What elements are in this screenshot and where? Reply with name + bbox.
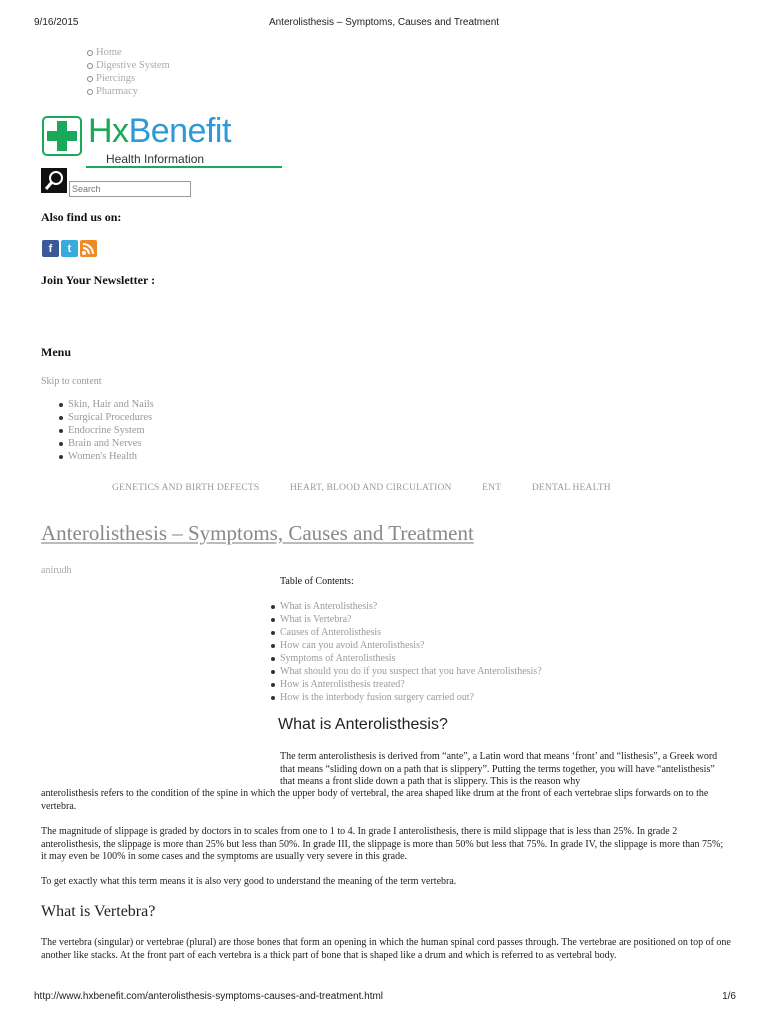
paragraph-vertebra: The vertebra (singular) or vertebrae (plural) are those bones that form an opening in which the human spinal cord passes through. The vertebrae are positioned on top of one another like stacks. At the front part of each vertebra is a thick part of bone that is shaped like a drum and which is referred to as vertebral body. (41, 937, 731, 961)
site-logo[interactable] (42, 114, 242, 170)
paragraph-definition: The term anterolisthesis is derived from “ante”, a Latin word that means ‘front’ and “listhesis”, a Greek word that means “sliding down on a path that is slippery”. Putting the terms together, you will have “antelisthesis” that means a front slide down a path that is slippery. This is the reason why (280, 751, 718, 787)
top-nav-home[interactable]: Home (78, 46, 170, 59)
toc-item[interactable]: Causes of Anterolisthesis (270, 626, 542, 639)
rss-icon[interactable] (80, 240, 97, 257)
category-heart[interactable]: HEART, BLOOD AND CIRCULATION (289, 483, 452, 493)
skip-to-content-link[interactable]: Skip to content (41, 376, 102, 387)
category-genetics[interactable]: GENETICS AND BIRTH DEFECTS (112, 483, 260, 493)
menu-item-endocrine-system[interactable]: Endocrine System (56, 424, 154, 437)
toc-item[interactable]: What is Vertebra? (270, 613, 542, 626)
category-nav (112, 483, 639, 493)
print-page-number: 1/6 (722, 991, 736, 1002)
menu-item-brain-nerves[interactable]: Brain and Nerves (56, 437, 154, 450)
top-nav-digestive-system[interactable]: Digestive System (78, 59, 170, 72)
toc-item[interactable]: How is the interbody fusion surgery carried out? (270, 691, 542, 704)
newsletter-heading: Join Your Newsletter : (41, 273, 156, 287)
print-date: 9/16/2015 (34, 17, 79, 28)
print-header (0, 17, 768, 31)
toc-item[interactable]: What should you do if you suspect that you have Anterolisthesis? (270, 665, 542, 678)
logo-tagline: Health Information (106, 152, 205, 166)
search-icon (41, 168, 67, 193)
search-input[interactable] (69, 181, 191, 197)
category-ent[interactable]: ENT (482, 483, 502, 493)
toc-item[interactable]: How is Anterolisthesis treated? (270, 678, 542, 691)
menu-heading: Menu (41, 345, 71, 359)
top-nav-pharmacy[interactable]: Pharmacy (78, 85, 170, 98)
logo-brand: HxBenefit (88, 112, 231, 150)
print-url: http://www.hxbenefit.com/anterolisthesis-symptoms-causes-and-treatment.html (34, 991, 384, 1002)
twitter-icon[interactable]: t (61, 240, 78, 257)
print-footer (0, 991, 768, 1005)
facebook-icon[interactable]: f (42, 240, 59, 257)
menu-list (56, 398, 154, 463)
article-author[interactable]: anirudh (41, 565, 72, 576)
medical-cross-icon (42, 116, 82, 156)
menu-item-womens-health[interactable]: Women's Health (56, 450, 154, 463)
category-dental[interactable]: DENTAL HEALTH (531, 483, 611, 493)
top-nav (78, 46, 170, 98)
heading-what-is-vertebra: What is Vertebra? (41, 903, 156, 920)
toc-heading: Table of Contents: (280, 576, 354, 587)
heading-what-is-anterolisthesis: What is Anterolisthesis? (278, 716, 448, 733)
article-title[interactable]: Anterolisthesis – Symptoms, Causes and Treatment (41, 521, 474, 545)
social-links (42, 240, 99, 258)
logo-underline (86, 166, 282, 168)
paragraph-vertebra-intro: To get exactly what this term means it is also very good to understand the meaning of the term vertebra. (41, 876, 457, 887)
find-us-heading: Also find us on: (41, 210, 122, 224)
print-title: Anterolisthesis – Symptoms, Causes and Treatment (268, 17, 500, 28)
toc-item[interactable]: How can you avoid Anterolisthesis? (270, 639, 542, 652)
paragraph-definition-cont: anterolisthesis refers to the condition of the spine in which the upper body of vertebral, the area shaped like drum at the front of each vertebrae slips forwards on to the vertebra. (41, 788, 709, 812)
top-nav-piercings[interactable]: Piercings (78, 72, 170, 85)
toc-item[interactable]: What is Anterolisthesis? (270, 600, 542, 613)
table-of-contents (270, 600, 542, 704)
search-button[interactable] (41, 168, 67, 193)
paragraph-grades: The magnitude of slippage is graded by doctors in to scales from one to 1 to 4. In grade I anterolisthesis, there is mild slippage that is less than 25%. In grade 2 anterolisthesis, the slippage is more than 25% but less than 50%. In grade III, the slippage is more than 50% but less that 75%. In grade IV, the slippage is more than 75%; it may even be 100% in some cases and the symptoms are usually very severe in this grade. (41, 826, 724, 862)
menu-item-surgical-procedures[interactable]: Surgical Procedures (56, 411, 154, 424)
menu-item-skin-hair-nails[interactable]: Skin, Hair and Nails (56, 398, 154, 411)
toc-item[interactable]: Symptoms of Anterolisthesis (270, 652, 542, 665)
